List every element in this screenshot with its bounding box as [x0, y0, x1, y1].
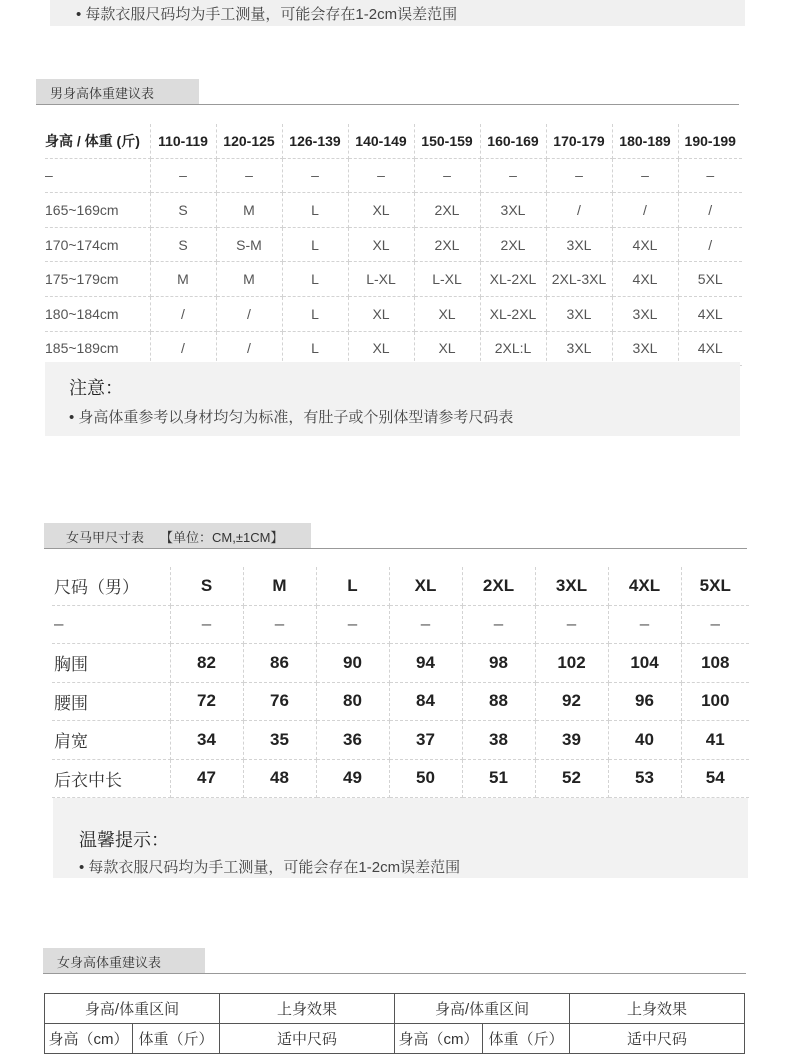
men-table-row — [45, 193, 742, 228]
table-cell: / — [150, 331, 216, 366]
vest-section-tab — [44, 523, 311, 549]
table-cell: – — [243, 605, 316, 644]
table-header-cell: 尺码（男） — [52, 567, 170, 605]
table-header-cell: 身高 / 体重 (斤) — [45, 124, 150, 158]
table-cell: 34 — [170, 721, 243, 760]
table-cell: 108 — [681, 644, 749, 683]
table-cell: 49 — [316, 759, 389, 798]
vest-table-header-row — [52, 567, 749, 605]
table-cell: 88 — [462, 682, 535, 721]
vest-section-title: 女马甲尺寸表 — [66, 529, 145, 545]
table-cell: 2XL — [480, 227, 546, 262]
table-cell: 47 — [170, 759, 243, 798]
table-cell: S — [150, 193, 216, 228]
row-label-cell: 胸围 — [52, 644, 170, 683]
vest-table-row — [52, 759, 749, 798]
table-cell: 102 — [535, 644, 608, 683]
table-cell: L — [282, 227, 348, 262]
table-header-cell: 170-179 — [546, 124, 612, 158]
table-cell: 2XL — [414, 227, 480, 262]
men-section-header — [36, 79, 739, 105]
women-subheader-height: 身高（cm） — [395, 1024, 483, 1054]
table-cell: 3XL — [612, 331, 678, 366]
table-cell: M — [150, 262, 216, 297]
table-cell: 3XL — [546, 296, 612, 331]
vest-section-header — [44, 523, 747, 549]
top-note-text: • 每款衣服尺码均为手工测量，可能会存在1-2cm误差范围 — [76, 3, 457, 24]
table-cell: / — [612, 193, 678, 228]
table-header-cell: 190-199 — [678, 124, 742, 158]
divider — [36, 104, 739, 105]
table-header-cell: 5XL — [681, 567, 749, 605]
table-header-cell: 2XL — [462, 567, 535, 605]
divider — [43, 973, 746, 974]
table-header-cell: 180-189 — [612, 124, 678, 158]
table-header-cell: 150-159 — [414, 124, 480, 158]
vest-table-row — [52, 721, 749, 760]
table-header-cell: XL — [389, 567, 462, 605]
table-cell: 54 — [681, 759, 749, 798]
women-header-range: 身高/体重区间 — [45, 994, 220, 1024]
table-header-cell: L — [316, 567, 389, 605]
table-cell: 4XL — [678, 296, 742, 331]
top-note — [50, 0, 745, 26]
men-section-title: 男身高体重建议表 — [36, 79, 199, 105]
table-cell: 96 — [608, 682, 681, 721]
table-cell: – — [681, 605, 749, 644]
men-table-header-row — [45, 124, 742, 158]
table-header-cell: 3XL — [535, 567, 608, 605]
table-cell: 5XL — [678, 262, 742, 297]
table-cell: – — [348, 158, 414, 193]
table-cell: – — [389, 605, 462, 644]
table-header-cell: M — [243, 567, 316, 605]
table-cell: L-XL — [348, 262, 414, 297]
men-table-row — [45, 331, 742, 366]
women-subheader-weight: 体重（斤） — [133, 1024, 220, 1054]
table-cell: L — [282, 193, 348, 228]
vest-tip-text: • 每款衣服尺码均为手工测量，可能会存在1-2cm误差范围 — [79, 859, 460, 876]
table-cell: L — [282, 331, 348, 366]
table-cell: 48 — [243, 759, 316, 798]
table-cell: XL-2XL — [480, 296, 546, 331]
table-cell: M — [216, 193, 282, 228]
vest-size-table — [52, 567, 749, 798]
women-table-subheader-row — [45, 1024, 745, 1054]
table-cell: S — [150, 227, 216, 262]
table-cell: 3XL — [546, 331, 612, 366]
table-cell: – — [316, 605, 389, 644]
table-cell: 53 — [608, 759, 681, 798]
men-size-table — [45, 124, 742, 366]
table-cell: 4XL — [678, 331, 742, 366]
table-cell: – — [608, 605, 681, 644]
table-cell: 2XL:L — [480, 331, 546, 366]
men-table-row — [45, 158, 742, 193]
table-cell: L-XL — [414, 262, 480, 297]
women-header-effect: 上身效果 — [570, 994, 745, 1024]
men-note-box — [45, 362, 740, 436]
table-cell: 3XL — [546, 227, 612, 262]
women-section-title: 女身高体重建议表 — [43, 948, 205, 974]
row-label-cell: 腰围 — [52, 682, 170, 721]
table-cell: – — [170, 605, 243, 644]
table-cell: XL — [348, 193, 414, 228]
table-header-cell: S — [170, 567, 243, 605]
row-label-cell: 165~169cm — [45, 193, 150, 228]
women-subheader-height: 身高（cm） — [45, 1024, 133, 1054]
women-header-effect: 上身效果 — [220, 994, 395, 1024]
row-label-cell: – — [52, 605, 170, 644]
table-cell: / — [546, 193, 612, 228]
table-cell: 2XL — [414, 193, 480, 228]
women-header-range: 身高/体重区间 — [395, 994, 570, 1024]
table-cell: XL-2XL — [480, 262, 546, 297]
men-table-row — [45, 296, 742, 331]
table-cell: L — [282, 262, 348, 297]
men-note-text-row — [69, 406, 740, 427]
table-cell: XL — [414, 296, 480, 331]
table-cell: 84 — [389, 682, 462, 721]
table-cell: 72 — [170, 682, 243, 721]
table-cell: 39 — [535, 721, 608, 760]
table-header-cell: 110-119 — [150, 124, 216, 158]
table-cell: 100 — [681, 682, 749, 721]
women-section-header — [43, 948, 746, 974]
table-cell: – — [678, 158, 742, 193]
table-header-cell: 4XL — [608, 567, 681, 605]
table-cell: 35 — [243, 721, 316, 760]
row-label-cell: 175~179cm — [45, 262, 150, 297]
table-cell: – — [462, 605, 535, 644]
table-header-cell: 160-169 — [480, 124, 546, 158]
table-cell: 4XL — [612, 262, 678, 297]
divider — [44, 548, 747, 549]
table-cell: 86 — [243, 644, 316, 683]
table-header-cell: 140-149 — [348, 124, 414, 158]
vest-table-row — [52, 605, 749, 644]
table-cell: 76 — [243, 682, 316, 721]
table-cell: – — [282, 158, 348, 193]
vest-table-row — [52, 682, 749, 721]
men-note-text: • 身高体重参考以身材均匀为标准，有肚子或个别体型请参考尺码表 — [69, 409, 513, 426]
table-cell: 94 — [389, 644, 462, 683]
table-cell: S-M — [216, 227, 282, 262]
men-note-title: 注意： — [69, 378, 123, 398]
table-cell: 37 — [389, 721, 462, 760]
table-cell: / — [678, 227, 742, 262]
table-cell: 38 — [462, 721, 535, 760]
table-cell: 40 — [608, 721, 681, 760]
table-cell: 4XL — [612, 227, 678, 262]
table-cell: 3XL — [612, 296, 678, 331]
row-label-cell: – — [45, 158, 150, 193]
table-cell: XL — [348, 227, 414, 262]
row-label-cell: 180~184cm — [45, 296, 150, 331]
table-cell: 3XL — [480, 193, 546, 228]
table-cell: L — [282, 296, 348, 331]
table-cell: XL — [348, 331, 414, 366]
table-cell: 104 — [608, 644, 681, 683]
table-cell: 41 — [681, 721, 749, 760]
women-size-table — [44, 993, 745, 1054]
vest-tip-text-row — [79, 856, 748, 877]
table-cell: – — [612, 158, 678, 193]
table-cell: 2XL-3XL — [546, 262, 612, 297]
table-cell: 80 — [316, 682, 389, 721]
row-label-cell: 后衣中长 — [52, 759, 170, 798]
table-cell: 36 — [316, 721, 389, 760]
table-header-cell: 126-139 — [282, 124, 348, 158]
men-table-row — [45, 227, 742, 262]
table-cell: – — [216, 158, 282, 193]
table-cell: 98 — [462, 644, 535, 683]
women-subheader-size: 适中尺码 — [220, 1024, 395, 1054]
table-cell: 82 — [170, 644, 243, 683]
table-cell: / — [678, 193, 742, 228]
row-label-cell: 185~189cm — [45, 331, 150, 366]
table-cell: XL — [414, 331, 480, 366]
table-cell: XL — [348, 296, 414, 331]
men-table-row — [45, 262, 742, 297]
table-cell: 92 — [535, 682, 608, 721]
table-cell: / — [216, 296, 282, 331]
vest-tip-title: 温馨提示： — [79, 830, 169, 850]
women-subheader-size: 适中尺码 — [570, 1024, 745, 1054]
table-cell: – — [414, 158, 480, 193]
table-cell: – — [150, 158, 216, 193]
table-header-cell: 120-125 — [216, 124, 282, 158]
table-cell: / — [216, 331, 282, 366]
table-cell: – — [480, 158, 546, 193]
table-cell: 90 — [316, 644, 389, 683]
vest-section-unit: 【单位：CM,±1CM】 — [160, 529, 284, 545]
table-cell: – — [535, 605, 608, 644]
table-cell: 51 — [462, 759, 535, 798]
table-cell: M — [216, 262, 282, 297]
row-label-cell: 170~174cm — [45, 227, 150, 262]
women-subheader-weight: 体重（斤） — [483, 1024, 570, 1054]
women-table-header-row — [45, 994, 745, 1024]
table-cell: – — [546, 158, 612, 193]
table-cell: 52 — [535, 759, 608, 798]
vest-tip-box — [53, 798, 748, 878]
table-cell: 50 — [389, 759, 462, 798]
row-label-cell: 肩宽 — [52, 721, 170, 760]
vest-table-row — [52, 644, 749, 683]
table-cell: / — [150, 296, 216, 331]
